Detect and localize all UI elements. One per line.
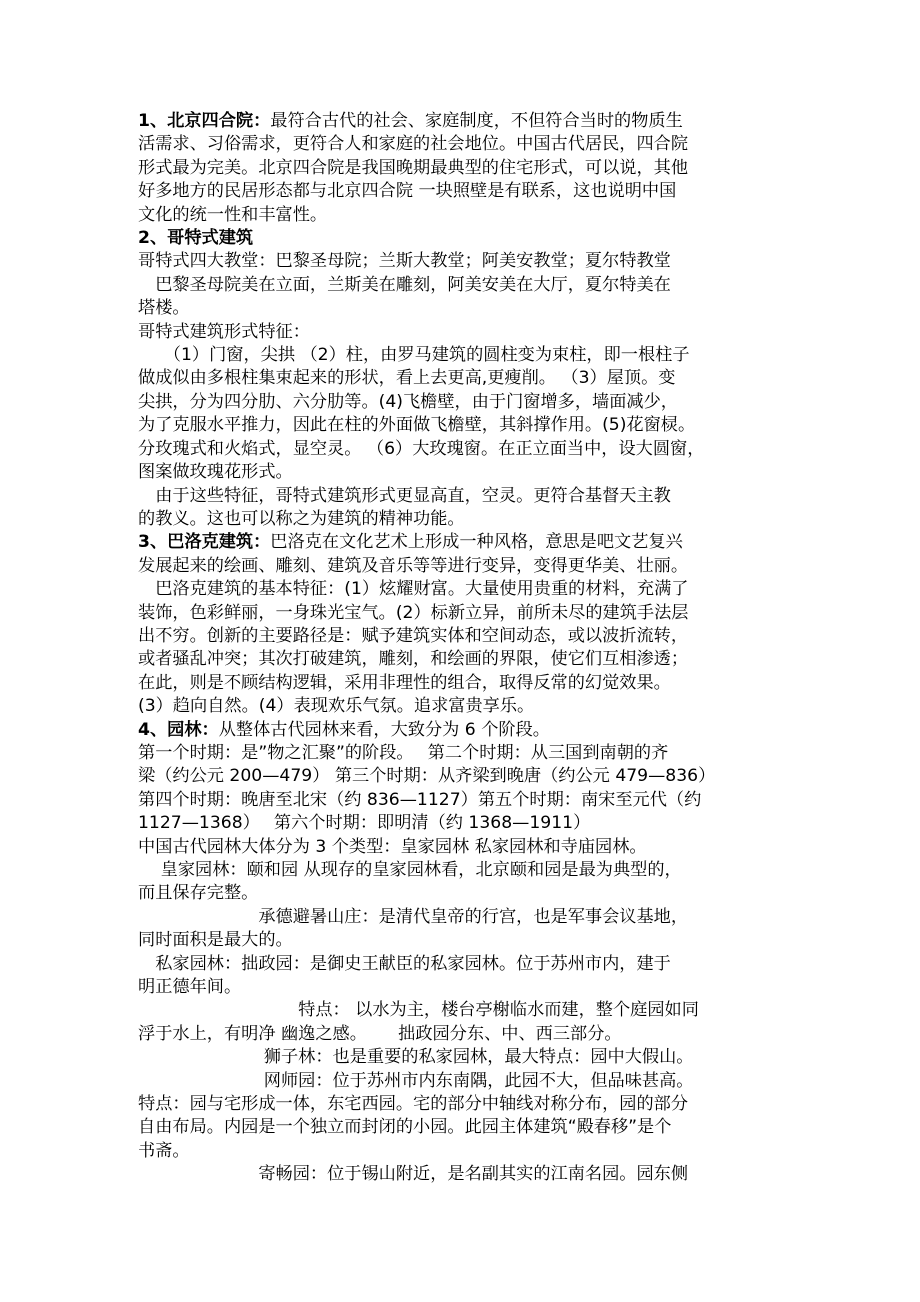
section-heading: 4、园林： — [138, 719, 219, 740]
text-line: 尖拱，分为四分肋、六分肋等。(4)飞檐壁，由于门窗增多，墙面减少， — [138, 391, 678, 412]
text-line: 网师园：位于苏州市内东南隅，此园不大，但品味甚高。 — [138, 1070, 694, 1091]
text-line: 文化的统一性和丰富性。 — [138, 204, 328, 225]
section-gardens — [138, 719, 788, 1187]
text-line: 1127—1368） 第六个时期：即明清（约 1368—1911） — [138, 813, 591, 834]
text-line: 同时面积是最大的。 — [138, 930, 293, 951]
text-line — [138, 110, 788, 133]
text-line: 或者骚乱冲突；其次打破建筑，雕刻，和绘画的界限，使它们互相渗透； — [138, 649, 689, 670]
text-line — [138, 719, 788, 742]
text-line: 第四个时期：晚唐至北宋（约 836—1127）第五个时期：南宋至元代（约 — [138, 789, 702, 810]
text-line: 分玫瑰式和火焰式，显空灵。 （6）大玫瑰窗。在正立面当中，设大圆窗， — [138, 438, 705, 459]
text-line: 装饰，色彩鲜丽，一身珠光宝气。(2）标新立异，前所未尽的建筑手法层 — [138, 602, 689, 623]
text-line: 哥特式建筑形式特征： — [138, 321, 310, 342]
text-line: 的教义。这也可以称之为建筑的精神功能。 — [138, 508, 465, 529]
text-line: 寄畅园：位于锡山附近，是名副其实的江南名园。园东侧 — [138, 1164, 689, 1185]
text-line: 浮于水上，有明净 幽逸之感。 拙政园分东、中、西三部分。 — [138, 1023, 622, 1044]
text-line: 书斋。 — [138, 1140, 190, 1161]
text-line: 皇家园林：颐和园 从现存的皇家园林看，北京颐和园是最为典型的， — [138, 860, 682, 880]
text-span: 从整体古代园林来看，大致分为 6 个阶段。 — [218, 719, 550, 740]
text-line: 巴洛克建筑的基本特征：(1）炫耀财富。大量使用贵重的材料，充满了 — [138, 579, 689, 600]
section-heading: 1、北京四合院： — [138, 111, 271, 131]
text-line: 图案做玫瑰花形式。 — [138, 462, 293, 483]
text-line — [138, 531, 788, 554]
text-line: 出不穷。创新的主要路径是：赋予建筑实体和空间动态，或以波折流转， — [138, 625, 689, 646]
text-line: 好多地方的民居形态都与北京四合院 一块照壁是有联系，这也说明中国 — [138, 181, 677, 202]
section-heading: 3、巴洛克建筑： — [138, 532, 271, 553]
text-line: 哥特式四大教堂：巴黎圣母院；兰斯大教堂；阿美安教堂；夏尔特教堂 — [138, 251, 671, 272]
text-span: 最符合古代的社会、家庭制度，不但符合当时的物质生 — [270, 111, 683, 131]
text-line: 巴黎圣母院美在立面，兰斯美在雕刻，阿美安美在大厅，夏尔特美在 — [138, 274, 671, 295]
text-line: 私家园林：拙政园：是御史王献臣的私家园林。位于苏州市内，建于 — [138, 953, 671, 974]
text-line: 活需求、习俗需求，更符合人和家庭的社会地位。中国古代居民，四合院 — [138, 134, 689, 155]
text-line: (3）趋向自然。(4）表现欢乐气氛。追求富贵享乐。 — [138, 696, 535, 717]
text-line: 特点： 以水为主，楼台亭榭临水而建，整个庭园如同 — [138, 1000, 699, 1021]
section-heading: 2、哥特式建筑 — [138, 228, 254, 249]
text-line: 为了克服水平推力，因此在柱的外面做飞檐壁，其斜撑作用。(5)花窗棂。 — [138, 415, 696, 436]
text-span: 巴洛克在文化艺术上形成一种风格，意思是吧文艺复兴 — [270, 532, 683, 553]
text-line: 发展起来的绘画、雕刻、建筑及音乐等等进行变异，变得更华美、壮丽。 — [138, 555, 689, 576]
text-line: 承德避暑山庄：是清代皇帝的行宫，也是军事会议基地， — [138, 906, 689, 927]
text-line: 梁（约公元 200—479） 第三个时期：从齐梁到晚唐（约公元 479—836） — [138, 766, 716, 787]
text-line: 特点：园与宅形成一体，东宅西园。宅的部分中轴线对称分布，园的部分 — [138, 1094, 689, 1115]
text-line: 自由布局。内园是一个独立而封闭的小园。此园主体建筑“殿春移”是个 — [138, 1117, 672, 1138]
text-line: 在此，则是不顾结构逻辑，采用非理性的组合，取得反常的幻觉效果。 — [138, 672, 671, 693]
text-line: 狮子林：也是重要的私家园林，最大特点：园中大假山。 — [138, 1047, 694, 1068]
text-line: 中国古代园林大体分为 3 个类型：皇家园林 私家园林和寺庙园林。 — [138, 836, 647, 857]
text-line: （1）门窗，尖拱 （2）柱，由罗马建筑的圆柱变为束柱，即一根柱子 — [138, 345, 690, 366]
section-baroque — [138, 531, 788, 718]
text-line: 明正德年间。 — [138, 977, 242, 998]
text-line: 做成似由多根柱集束起来的形状，看上去更高,更瘦削。 （3）屋顶。变 — [138, 368, 676, 389]
text-line: 而且保存完整。 — [138, 883, 259, 904]
section-gothic — [138, 227, 788, 531]
text-line: 塔楼。 — [138, 298, 190, 319]
document-page — [138, 110, 788, 1187]
text-line: 形式最为完美。北京四合院是我国晚期最典型的住宅形式，可以说，其他 — [138, 157, 689, 178]
text-line: 第一个时期：是”物之汇聚”的阶段。 第二个时期：从三国到南朝的齐 — [138, 742, 669, 763]
text-line: 由于这些特征，哥特式建筑形式更显高直，空灵。更符合基督天主教 — [138, 485, 671, 506]
section-siheyuan — [138, 110, 788, 227]
